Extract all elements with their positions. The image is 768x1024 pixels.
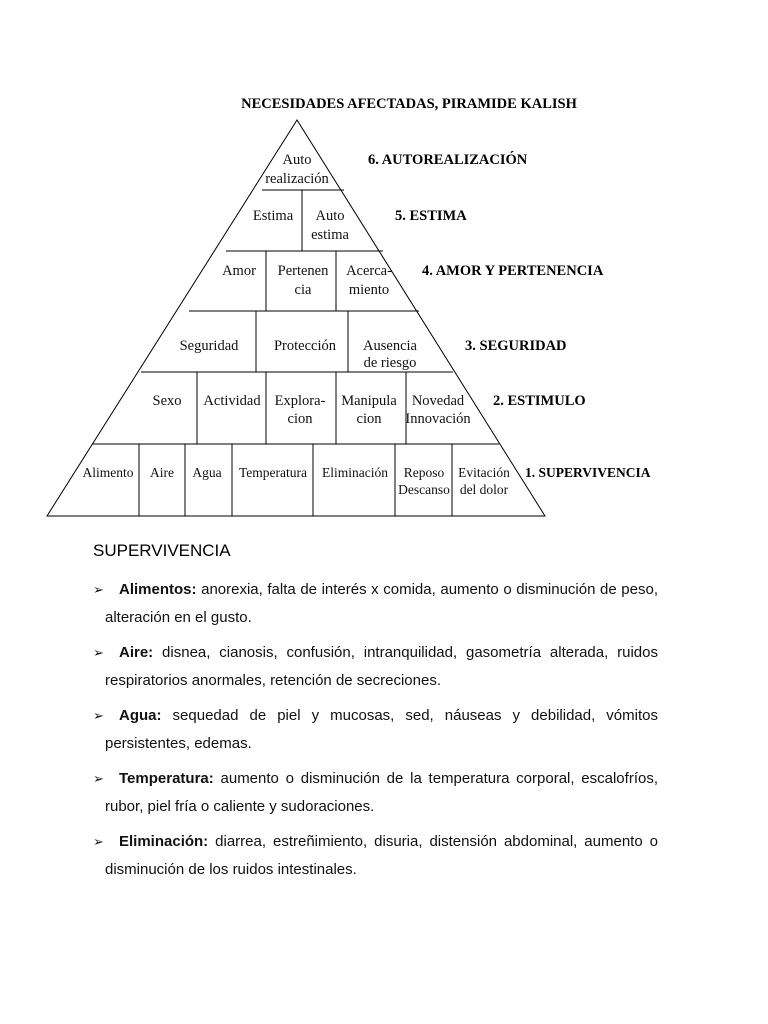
pyramid-level-label: 6. AUTOREALIZACIÓN (368, 152, 528, 168)
item-term: Temperatura: (119, 770, 214, 787)
symptom-list (93, 576, 658, 891)
item-term: Agua: (119, 707, 162, 724)
arrow-bullet-icon: ➢ (93, 771, 104, 786)
pyramid-cell-label: Sexo (152, 393, 182, 409)
pyramid-cell-label: Temperatura (238, 465, 308, 480)
item-term: Eliminación: (119, 833, 209, 850)
pyramid-cell-label: Reposo Descanso (398, 465, 450, 497)
list-item (93, 639, 658, 694)
item-text: aumento o disminución de la temperatura corporal, escalofríos, rubor, piel fría o caliente y sudoraciones. (105, 770, 658, 815)
pyramid-cell-label: Amor (222, 263, 256, 279)
pyramid-level-label: 2. ESTIMULO (493, 393, 586, 409)
pyramid-cell-label: Evitación del dolor (458, 465, 510, 497)
pyramid-cell-label: Novedad Innovación (405, 393, 471, 427)
item-text: sequedad de piel y mucosas, sed, náuseas y debilidad, vómitos persistentes, edemas. (105, 707, 658, 752)
item-term: Alimentos: (119, 581, 197, 598)
pyramid-cell-label: Eliminación (322, 465, 388, 480)
pyramid-cell-label: Agua (192, 465, 222, 480)
pyramid-cell-label: Estima (252, 208, 294, 224)
list-item (93, 765, 658, 820)
item-term: Aire: (119, 644, 154, 661)
list-item (93, 576, 658, 631)
pyramid-cell-label: Protección (273, 338, 337, 354)
section-title: SUPERVIVENCIA (93, 541, 231, 560)
pyramid-cell-label: Explora-cion (274, 393, 326, 427)
list-item (93, 702, 658, 757)
item-text: diarrea, estreñimiento, disuria, distensión abdominal, aumento o disminución de los ruidos intestinales. (105, 833, 658, 878)
pyramid-cell-label: Actividad (203, 393, 261, 409)
item-text: disnea, cianosis, confusión, intranquilidad, gasometría alterada, ruidos respiratorios anormales, retención de secreciones. (105, 644, 658, 689)
pyramid-cell-label: Ausencia de riesgo (363, 338, 417, 371)
pyramid-cell-label: Auto estima (311, 208, 349, 243)
pyramid-cell-label: Manipula cion (341, 393, 397, 427)
pyramid-cell-label: Pertenen cia (277, 263, 329, 298)
arrow-bullet-icon: ➢ (93, 582, 104, 597)
pyramid-title: NECESIDADES AFECTADAS, PIRAMIDE KALISH (241, 96, 577, 112)
item-text: anorexia, falta de interés x comida, aumento o disminución de peso, alteración en el gusto. (105, 581, 658, 626)
arrow-bullet-icon: ➢ (93, 834, 104, 849)
list-item (93, 828, 658, 883)
pyramid-level-label: 4. AMOR Y PERTENENCIA (422, 263, 604, 279)
pyramid-level-label: 3. SEGURIDAD (465, 338, 567, 354)
pyramid-cell-label: Seguridad (179, 338, 239, 354)
pyramid-cell-label: Acerca-miento (346, 263, 392, 298)
pyramid-cell-label: Auto realización (265, 152, 329, 187)
pyramid-level-label: 5. ESTIMA (395, 208, 467, 224)
pyramid-level-label: 1. SUPERVIVENCIA (525, 465, 651, 480)
pyramid-cell-label: Aire (150, 465, 174, 480)
arrow-bullet-icon: ➢ (93, 708, 104, 723)
arrow-bullet-icon: ➢ (93, 645, 104, 660)
pyramid-cell-label: Alimento (82, 465, 134, 480)
